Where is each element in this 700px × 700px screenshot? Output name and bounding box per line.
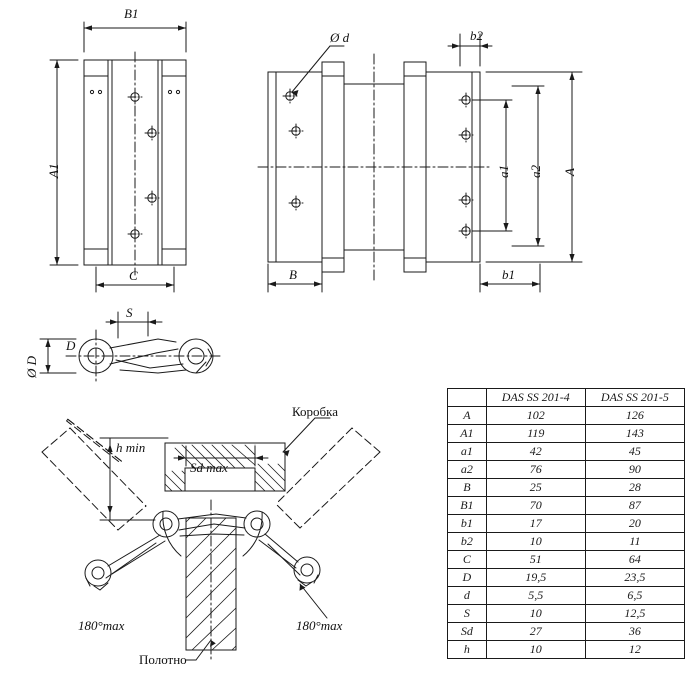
table-cell-param: h [448, 641, 487, 659]
label-a1: a1 [496, 165, 511, 178]
table-row [448, 479, 685, 497]
table-cell-value-model-2: 12,5 [585, 605, 684, 623]
table-cell-value-model-1: 51 [486, 551, 585, 569]
table-cell-value-model-1: 17 [486, 515, 585, 533]
table-row [448, 461, 685, 479]
table-cell-param: A [448, 407, 487, 425]
table-cell-param: Sd [448, 623, 487, 641]
table-row [448, 551, 685, 569]
label-A1: A1 [46, 163, 61, 178]
label-Sd-max: Sd max [190, 460, 228, 475]
table-header-model-2: DAS SS 201-5 [585, 389, 684, 407]
table-cell-value-model-1: 102 [486, 407, 585, 425]
table-cell-value-model-1: 10 [486, 533, 585, 551]
front-view-body [84, 52, 186, 275]
table-row [448, 497, 685, 515]
table-cell-value-model-1: 5,5 [486, 587, 585, 605]
table-cell-param: b1 [448, 515, 487, 533]
table-cell-value-model-1: 42 [486, 443, 585, 461]
table-cell-param: B [448, 479, 487, 497]
table-cell-value-model-1: 19,5 [486, 569, 585, 587]
table-cell-value-model-2: 36 [585, 623, 684, 641]
table-cell-param: D [448, 569, 487, 587]
label-b1: b1 [502, 267, 515, 282]
label-b2: b2 [470, 28, 483, 43]
label-A: A [562, 168, 577, 176]
label-angle-left: 180°max [78, 618, 125, 633]
table-row [448, 623, 685, 641]
table-cell-value-model-2: 6,5 [585, 587, 684, 605]
label-diameter-D: Ø D [24, 355, 39, 378]
table-cell-value-model-2: 12 [585, 641, 684, 659]
section-view [66, 330, 222, 382]
table-row [448, 641, 685, 659]
table-cell-param: b2 [448, 533, 487, 551]
table-cell-value-model-1: 119 [486, 425, 585, 443]
table-cell-value-model-2: 143 [585, 425, 684, 443]
table-header-param [448, 389, 487, 407]
table-cell-value-model-1: 10 [486, 605, 585, 623]
table-cell-value-model-2: 28 [585, 479, 684, 497]
table-cell-value-model-1: 25 [486, 479, 585, 497]
table-cell-value-model-2: 11 [585, 533, 684, 551]
spec-table [447, 388, 685, 659]
dim-S [106, 312, 162, 338]
table-cell-param: C [448, 551, 487, 569]
table-cell-value-model-2: 90 [585, 461, 684, 479]
table-cell-value-model-1: 27 [486, 623, 585, 641]
table-row [448, 443, 685, 461]
table-header-model-1: DAS SS 201-4 [486, 389, 585, 407]
table-row [448, 605, 685, 623]
label-C: C [129, 268, 138, 283]
label-B1: B1 [124, 6, 139, 21]
dim-A1 [50, 60, 78, 265]
table-cell-value-model-1: 76 [486, 461, 585, 479]
table-header-row [448, 389, 685, 407]
table-row [448, 407, 685, 425]
label-D: D [66, 338, 76, 353]
label-diameter-d: Ø d [330, 30, 350, 45]
table-cell-value-model-2: 126 [585, 407, 684, 425]
label-polotno: Полотно [139, 652, 187, 667]
label-korobka: Коробка [292, 404, 339, 419]
table-cell-value-model-2: 87 [585, 497, 684, 515]
label-B: B [289, 267, 297, 282]
table-row [448, 515, 685, 533]
table-cell-value-model-2: 45 [585, 443, 684, 461]
label-angle-right: 180°max [296, 618, 343, 633]
side-view-body [258, 54, 492, 282]
table-cell-param: d [448, 587, 487, 605]
table-cell-param: a1 [448, 443, 487, 461]
table-cell-value-model-2: 23,5 [585, 569, 684, 587]
table-cell-param: A1 [448, 425, 487, 443]
dim-B1 [84, 22, 186, 52]
table-cell-param: S [448, 605, 487, 623]
table-cell-param: a2 [448, 461, 487, 479]
label-h-min: h min [116, 440, 146, 455]
table-cell-value-model-2: 64 [585, 551, 684, 569]
table-row [448, 425, 685, 443]
table-row [448, 569, 685, 587]
table-cell-value-model-2: 20 [585, 515, 684, 533]
table-cell-value-model-1: 70 [486, 497, 585, 515]
label-a2: a2 [528, 165, 543, 178]
table-cell-param: B1 [448, 497, 487, 515]
table-row [448, 533, 685, 551]
table-row [448, 587, 685, 605]
table-cell-value-model-1: 10 [486, 641, 585, 659]
label-S: S [126, 305, 133, 320]
